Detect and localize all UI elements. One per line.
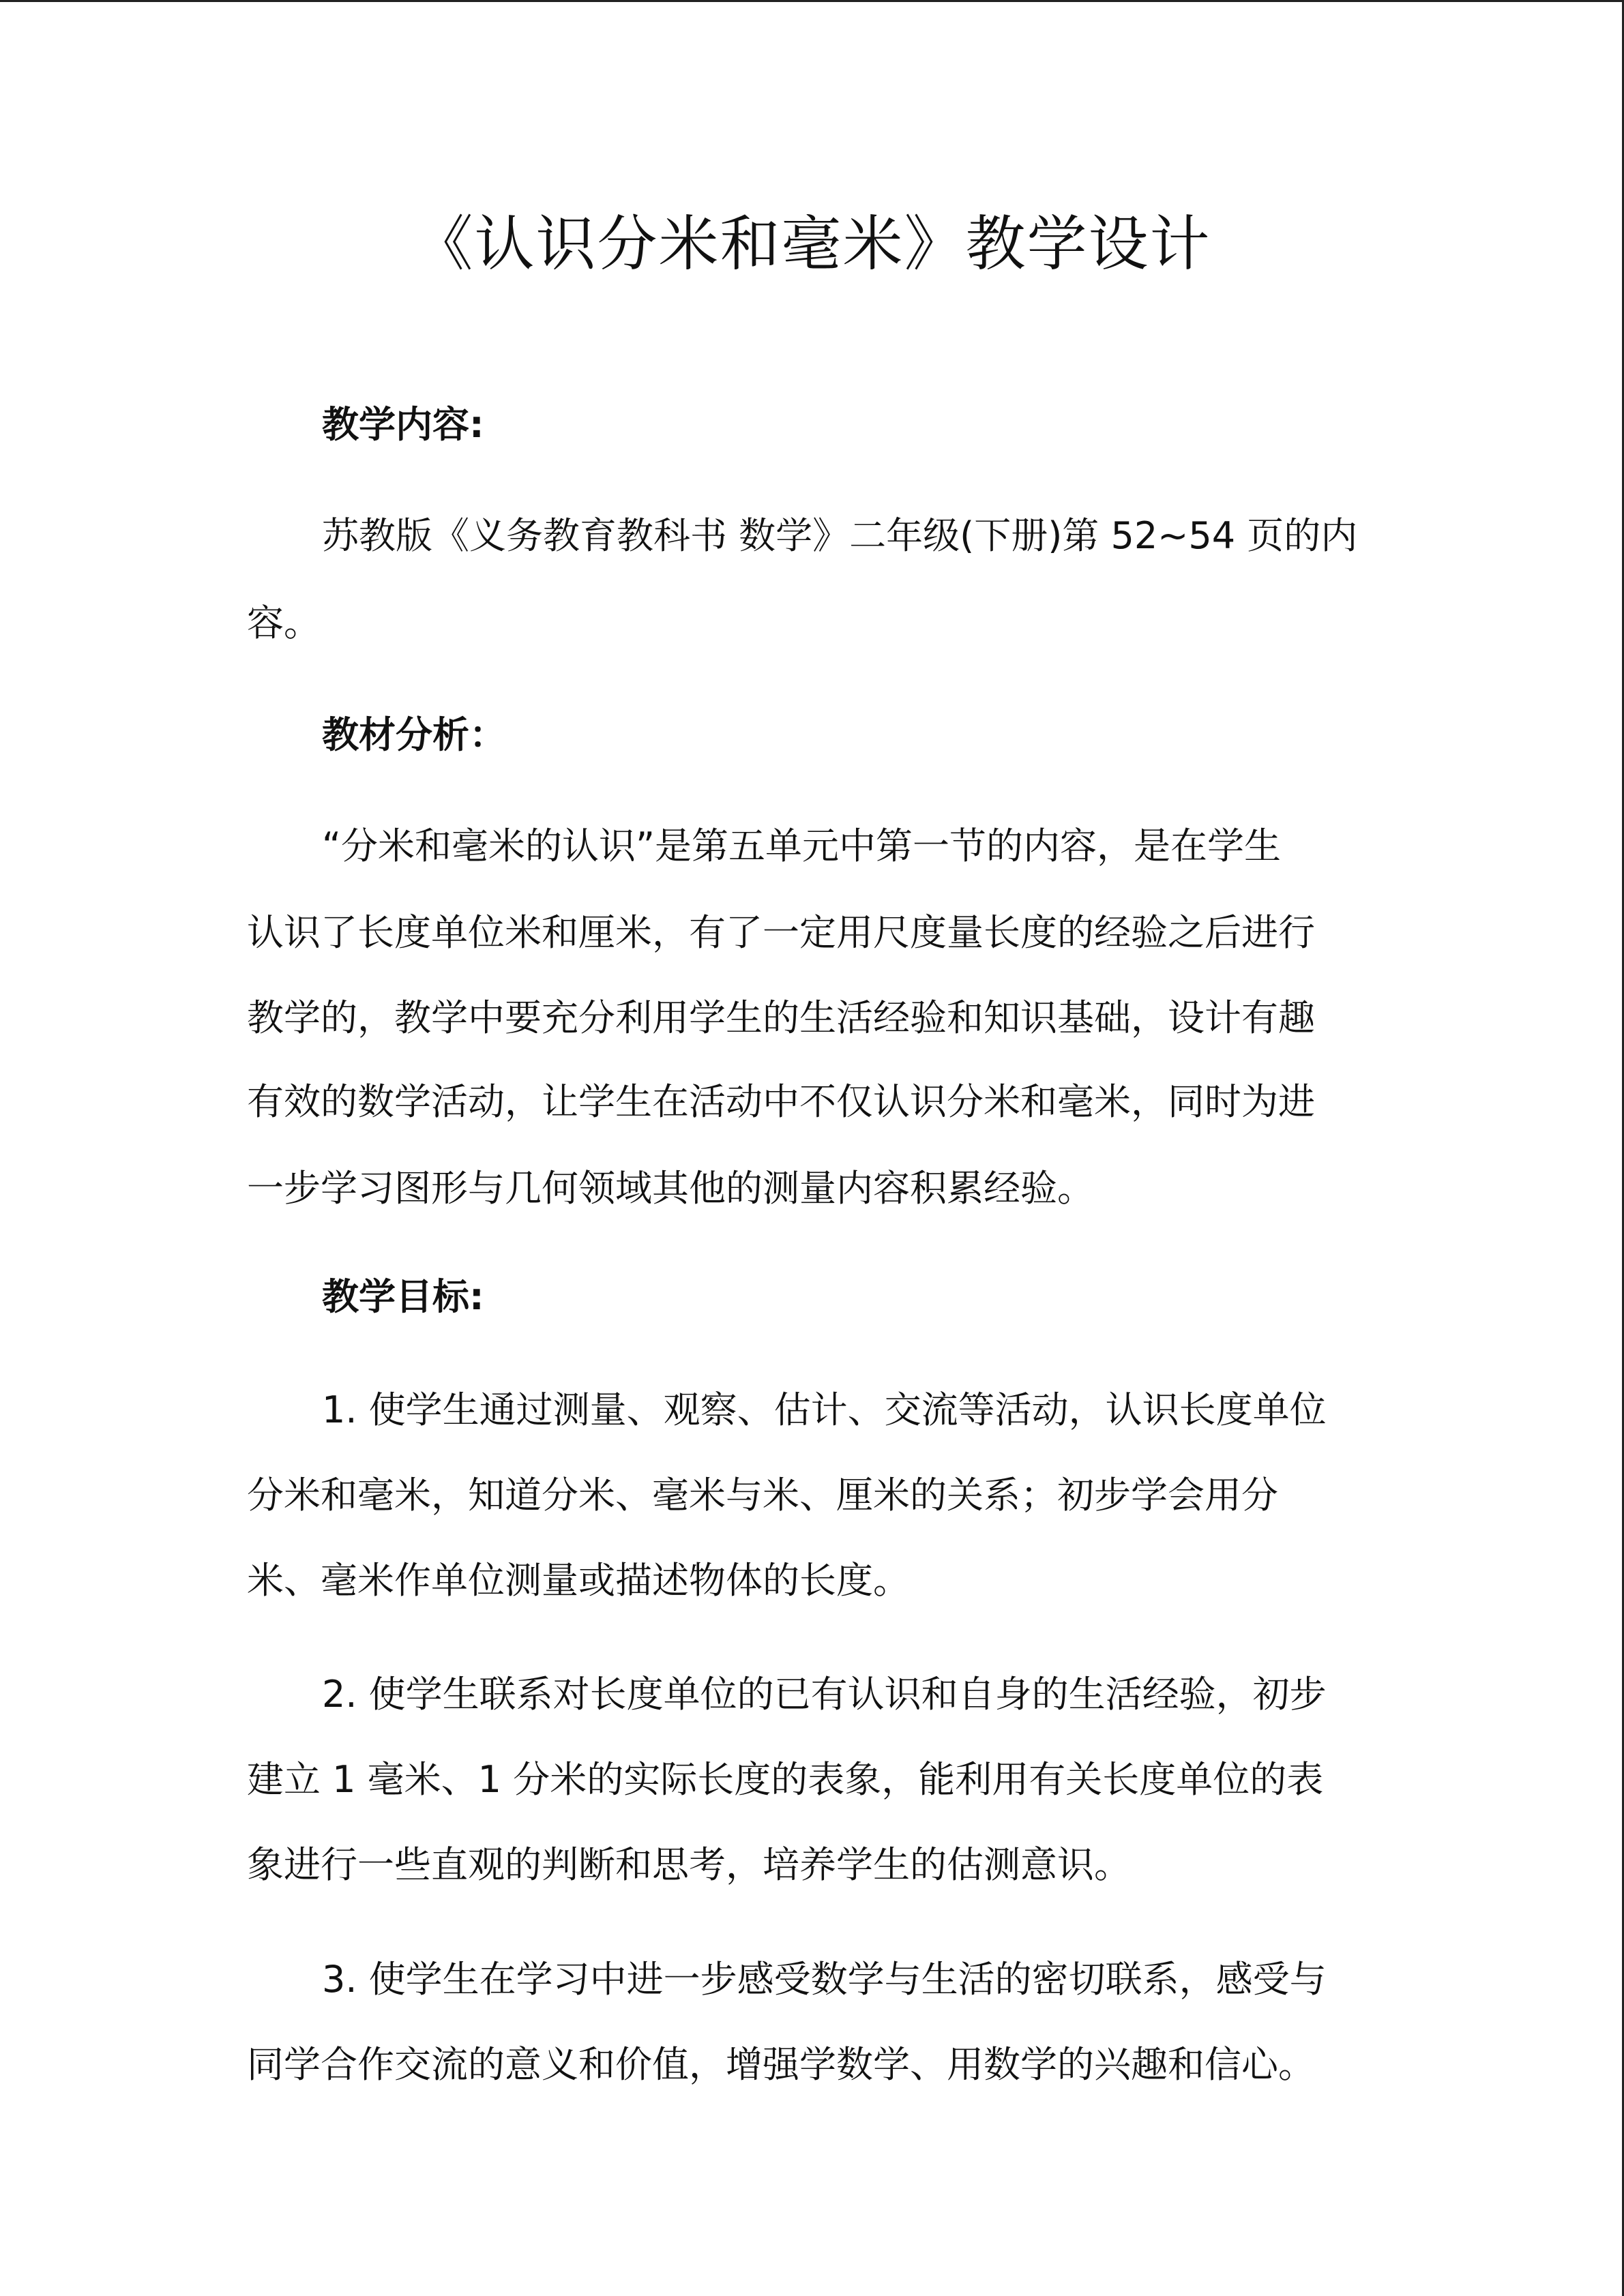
- paragraph-line: 认识了长度单位米和厘米，有了一定用尺度量长度的经验之后进行: [247, 911, 1315, 954]
- goal-item-line: 3. 使学生在学习中进一步感受数学与生活的密切联系，感受与: [322, 1958, 1327, 2001]
- paragraph-line: 苏教版《义务教育教科书 数学》二年级(下册)第 52~54 页的内: [322, 514, 1358, 557]
- section-heading-goals: 教学目标:: [322, 1275, 484, 1318]
- goal-item-line: 2. 使学生联系对长度单位的已有认识和自身的生活经验，初步: [322, 1673, 1327, 1716]
- page-title: 《认识分米和毫米》教学设计: [413, 209, 1211, 279]
- paragraph-line: 容。: [247, 601, 321, 644]
- section-heading-analysis: 教材分析：: [322, 713, 506, 756]
- paragraph-line: 教学的，教学中要充分利用学生的生活经验和知识基础，设计有趣: [247, 996, 1315, 1039]
- goal-item-line: 米、毫米作单位测量或描述物体的长度。: [247, 1559, 910, 1602]
- paragraph-line: 有效的数学活动，让学生在活动中不仅认识分米和毫米，同时为进: [247, 1080, 1315, 1123]
- paragraph-line: 一步学习图形与几何领域其他的测量内容积累经验。: [247, 1167, 1094, 1210]
- goal-item-line: 分米和毫米，知道分米、毫米与米、厘米的关系；初步学会用分: [247, 1474, 1278, 1517]
- paragraph-line: “分米和毫米的认识”是第五单元中第一节的内容，是在学生: [322, 824, 1281, 867]
- goal-item-line: 象进行一些直观的判断和思考，培养学生的估测意识。: [247, 1843, 1131, 1886]
- goal-item-line: 建立 1 毫米、1 分米的实际长度的表象，能利用有关长度单位的表: [247, 1758, 1324, 1801]
- goal-item-line: 1. 使学生通过测量、观察、估计、交流等活动，认识长度单位: [322, 1388, 1327, 1431]
- section-heading-content: 教学内容:: [322, 403, 484, 446]
- goal-item-line: 同学合作交流的意义和价值，增强学数学、用数学的兴趣和信心。: [247, 2043, 1315, 2086]
